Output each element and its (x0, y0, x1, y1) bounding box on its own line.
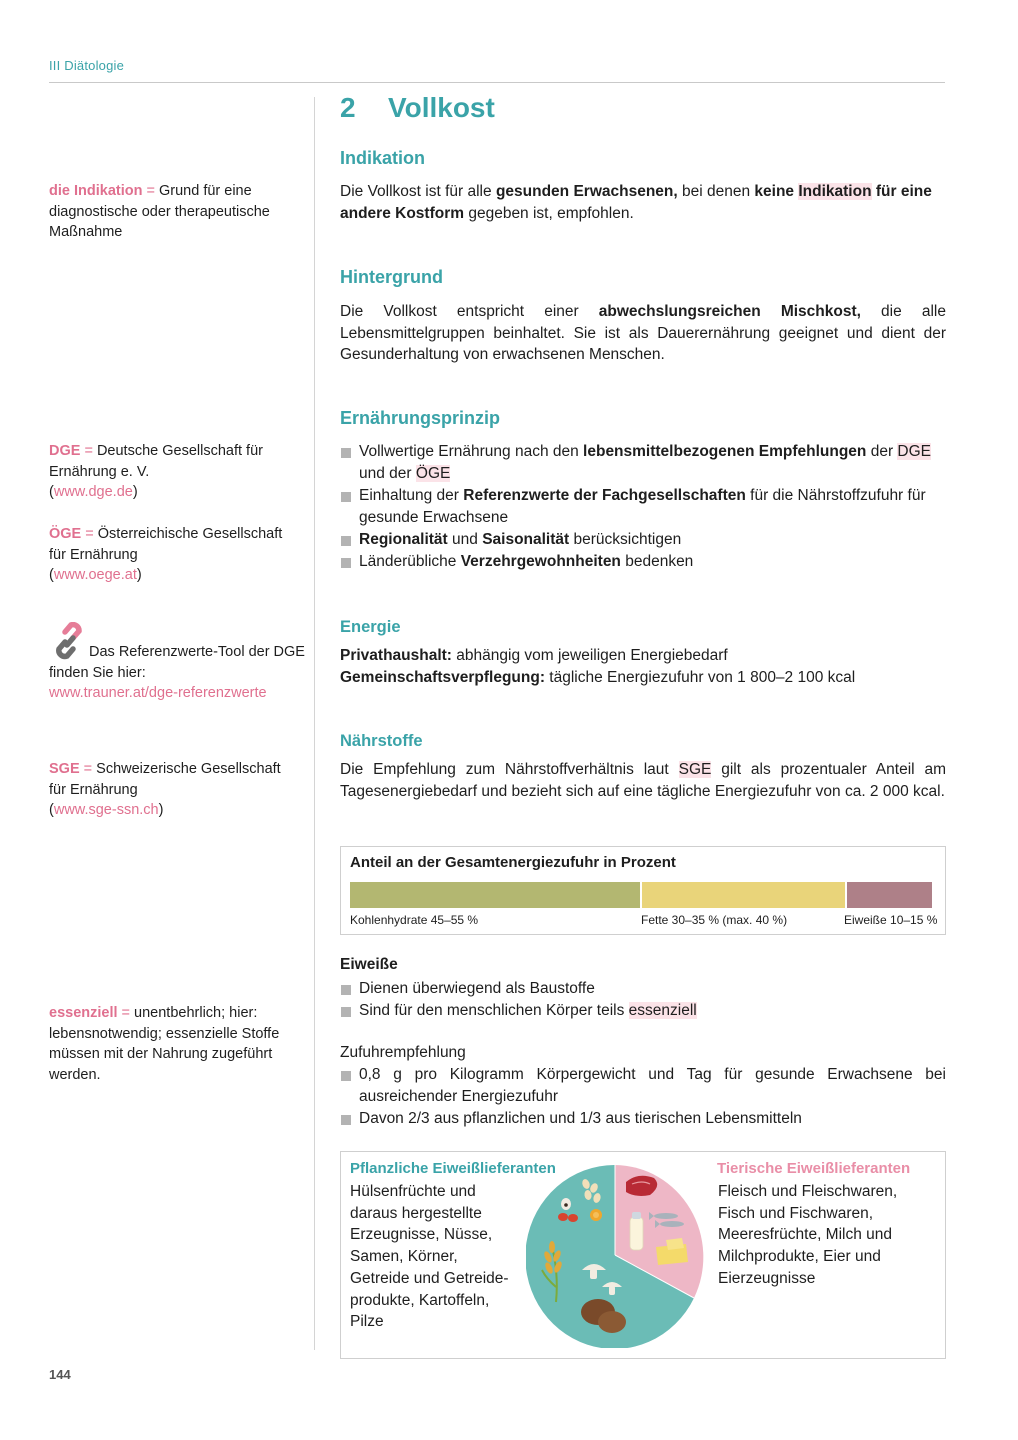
animal-sources-text: Fleisch und Fleischwaren, Fisch und Fischwaren, Meeresfrüchte, Milch und Milchprodukte, Eier und Eierzeugnisse (718, 1183, 898, 1287)
bar-segment-kohlenhydrate (350, 882, 640, 908)
margin-note-sge: SGE = Schweizerische Gesellschaft für Ernährung (www.sge-ssn.ch) (49, 761, 281, 818)
chart-title: Anteil an der Gesamtenergiezufuhr in Prozent (350, 854, 676, 871)
list-eiweisse (340, 978, 946, 1022)
glossary-link-sge[interactable]: SGE (678, 761, 712, 778)
margin-note-referenzwerte-tool: Das Referenzwerte-Tool der DGE finden Sie hier: www.trauner.at/dge-referenzwerte (49, 622, 309, 704)
protein-pie-chart (526, 1162, 704, 1348)
list-item: Davon 2/3 aus pflanzlichen und 1/3 aus tierischen Lebensmitteln (340, 1108, 946, 1130)
margin-note-oege: ÖGE = Österreichische Gesellschaft für Ernährung (www.oege.at) (49, 526, 283, 583)
heading-zufuhrempfehlung: Zufuhrempfehlung (340, 1044, 466, 1061)
chapter-title (340, 92, 495, 124)
stacked-bar (350, 882, 932, 908)
animal-sources-title: Tierische Eiweißlieferanten (717, 1160, 911, 1177)
list-item: Regionalität und Saisonalität berücksichtigen (340, 529, 946, 551)
bar-label-fette: Fette 30–35 % (max. 40 %) (641, 913, 788, 927)
column-divider (314, 97, 315, 1350)
glossary-link-oege[interactable]: ÖGE (415, 465, 451, 482)
heading-energie: Energie (340, 618, 401, 636)
hazelnut-icon (590, 1209, 602, 1221)
list-item: 0,8 g pro Kilogramm Körpergewicht und Tag für gesunde Erwachsene bei ausreichender Energiezufuhr (340, 1064, 946, 1108)
running-head: III Diätologie (49, 58, 125, 73)
heading-indikation: Indikation (340, 148, 425, 168)
paragraph-naehrstoffe: Die Empfehlung zum Nährstoffverhältnis laut SGE gilt als prozentualer Anteil am Tagesenergiebedarf und bezieht sich auf eine tägliche Energiezufuhr von ca. 2 000 kcal. (340, 761, 946, 800)
chapter-number: 2 (340, 92, 356, 123)
margin-note-essenziell: essenziell = unentbehrlich; hier: lebensnotwendig; essenzielle Stoffe müssen mit der Nahrung zugeführt werden. (49, 1005, 280, 1083)
heading-naehrstoffe: Nährstoffe (340, 732, 423, 750)
chain-link-icon (49, 622, 89, 660)
list-item: Einhaltung der Referenzwerte der Fachgesellschaften für die Nährstoffzufuhr für gesunde Erwachsene (340, 485, 946, 529)
bar-label-kohlenhydrate: Kohlenhydrate 45–55 % (350, 913, 479, 927)
link-dge[interactable]: www.dge.de (53, 484, 133, 500)
paragraph-indikation: Die Vollkost ist für alle gesunden Erwachsenen, bei denen keine Indikation für eine andere Kostform gegeben ist, empfohlen. (340, 183, 932, 222)
plant-sources-text: Hülsenfrüchte und daraus hergestellte Erzeugnisse, Nüsse, Samen, Körner, Getreide und Getreide- produkte, Kartoffeln, Pilze (350, 1183, 509, 1331)
list-item: Länderübliche Verzehrgewohnheiten bedenken (340, 551, 946, 573)
list-item: Vollwertige Ernährung nach den lebensmittelbezogenen Empfehlungen der DGE und der ÖGE (340, 441, 946, 485)
plant-sources-title: Pflanzliche Eiweißlieferanten (350, 1160, 556, 1177)
link-referenzwerte-tool[interactable]: www.trauner.at/dge-referenzwerte (49, 685, 267, 701)
glossary-link-dge[interactable]: DGE (897, 443, 931, 460)
list-zufuhrempfehlung (340, 1064, 946, 1130)
protein-sources-box (340, 1151, 946, 1359)
paragraph-hintergrund: Die Vollkost entspricht einer abwechslungsreichen Mischkost, die alle Lebensmittelgruppen beinhaltet. Sie ist als Dauerernährung geeignet und dient der Gesunderhaltung von erwachsenen Menschen. (340, 303, 946, 363)
bar-label-eiweisse: Eiweiße 10–15 % (844, 913, 938, 927)
page-number: 144 (49, 1367, 71, 1382)
milk-bottle-icon (630, 1212, 643, 1250)
energy-distribution-chart (340, 846, 946, 935)
link-oege[interactable]: www.oege.at (53, 567, 137, 583)
list-item: Dienen überwiegend als Baustoffe (340, 978, 946, 1000)
glossary-link-indikation[interactable]: Indikation (798, 183, 872, 200)
header-divider (49, 82, 945, 83)
link-sge[interactable]: www.sge-ssn.ch (53, 802, 159, 818)
list-ernaehrungsprinzip (340, 441, 946, 573)
margin-note-dge: DGE = Deutsche Gesellschaft für Ernährung e. V. (www.dge.de) (49, 443, 263, 500)
margin-note-indikation: die Indikation = Grund für eine diagnostische oder therapeutische Maßnahme (49, 183, 270, 240)
bar-segment-eiweisse (847, 882, 932, 908)
chapter-title-text: Vollkost (388, 92, 495, 123)
heading-hintergrund: Hintergrund (340, 267, 443, 287)
bar-segment-fette (642, 882, 845, 908)
paragraph-energie: Privathaushalt: abhängig vom jeweiligen Energiebedarf Gemeinschaftsverpflegung: tägliche Energiezufuhr von 1 800–2 100 kcal (340, 647, 856, 686)
glossary-link-essenziell[interactable]: essenziell (628, 1002, 697, 1019)
list-item: Sind für den menschlichen Körper teils essenziell (340, 1000, 946, 1022)
heading-ernaehrungsprinzip: Ernährungsprinzip (340, 408, 501, 428)
heading-eiweisse: Eiweiße (340, 956, 398, 973)
